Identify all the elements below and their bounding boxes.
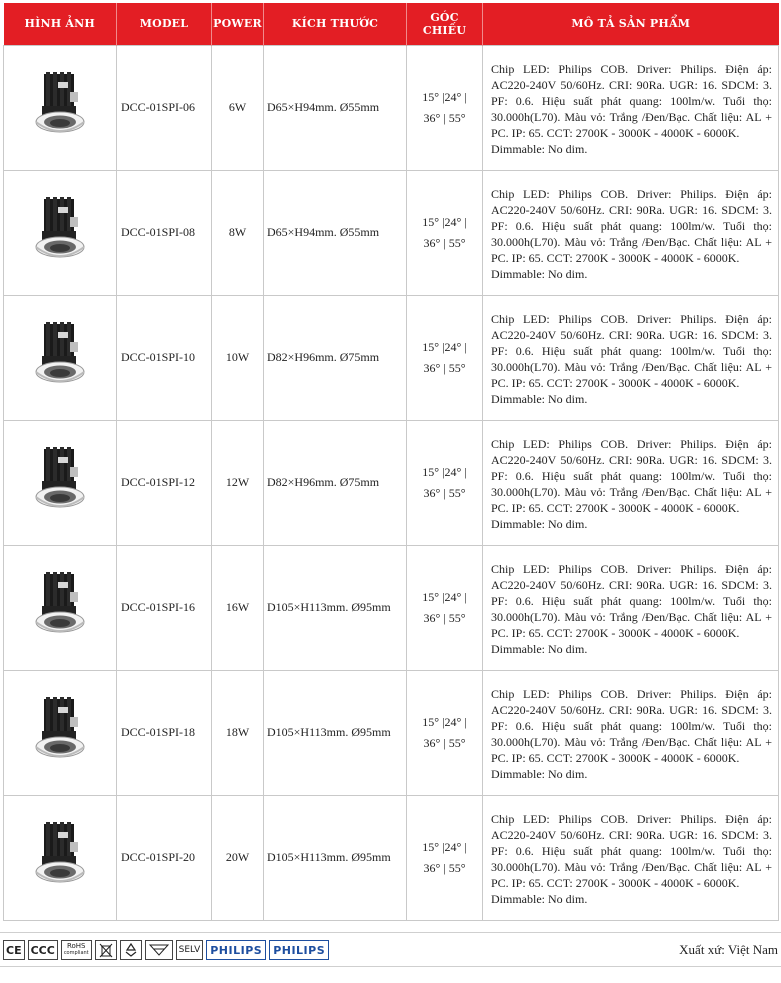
beam-angle-line-1: 15° |24° |: [422, 89, 467, 104]
downlight-product-image: [30, 320, 90, 392]
product-image-cell: [4, 670, 117, 795]
description-text: Chip LED: Philips COB. Driver: Philips. Điện áp: AC220-240V 50/60Hz. CRI: 90Ra. UGR: 16. SDCM: 3. PF: 0.6. Hiệu suất phát quang: 100lm/w. Tuổi thọ: 30.000h(L70). Màu vỏ: Trắng /Đen/Bạc. Chất liệu: AL + PC. IP: 65. CCT: 2700K - 3000K - 4000K - 6000K.: [491, 436, 772, 515]
beam-angle-line-2: 36° | 55°: [423, 360, 466, 375]
beam-angle-cell: [407, 170, 483, 295]
power-cell: 8W: [212, 170, 264, 295]
description-cell: [483, 45, 779, 170]
header-model: MODEL: [117, 3, 212, 45]
power-cell: 20W: [212, 795, 264, 920]
dimmable-text: Dimmable: No dim.: [491, 516, 588, 531]
table-row: [4, 170, 779, 295]
power-cell: 6W: [212, 45, 264, 170]
beam-angle-cell: [407, 45, 483, 170]
size-cell: D105×H113mm. Ø95mm: [264, 795, 407, 920]
dimmable-text: Dimmable: No dim.: [491, 141, 588, 156]
table-row: [4, 295, 779, 420]
model-cell: DCC-01SPI-12: [117, 420, 212, 545]
table-row: [4, 420, 779, 545]
table-row: [4, 45, 779, 170]
beam-angle-cell: [407, 295, 483, 420]
description-cell: [483, 670, 779, 795]
beam-angle-line-1: 15° |24° |: [422, 464, 467, 479]
footer-divider-top: [0, 932, 781, 933]
beam-angle-line-2: 36° | 55°: [423, 860, 466, 875]
downlight-product-image: [30, 695, 90, 767]
description-cell: [483, 295, 779, 420]
rohs-icon: RoHS compliant: [61, 940, 92, 960]
size-cell: D105×H113mm. Ø95mm: [264, 545, 407, 670]
table-row: [4, 670, 779, 795]
beam-angle-line-1: 15° |24° |: [422, 714, 467, 729]
weee-bin-icon: [95, 940, 117, 960]
header-power: POWER: [212, 3, 264, 45]
dimmable-text: Dimmable: No dim.: [491, 891, 588, 906]
size-cell: D65×H94mm. Ø55mm: [264, 170, 407, 295]
model-cell: DCC-01SPI-20: [117, 795, 212, 920]
header-size: KÍCH THƯỚC: [264, 3, 407, 45]
footer-divider-bottom: [0, 966, 781, 967]
product-image-cell: [4, 45, 117, 170]
model-cell: DCC-01SPI-08: [117, 170, 212, 295]
description-cell: [483, 170, 779, 295]
size-cell: D65×H94mm. Ø55mm: [264, 45, 407, 170]
philips-logo-icon-2: PHILIPS: [269, 940, 329, 960]
beam-angle-cell: [407, 545, 483, 670]
gs-mark-icon: [145, 940, 173, 960]
model-cell: DCC-01SPI-10: [117, 295, 212, 420]
beam-angle-line-2: 36° | 55°: [423, 235, 466, 250]
beam-angle-cell: [407, 795, 483, 920]
footer: [3, 937, 778, 963]
beam-angle-line-1: 15° |24° |: [422, 589, 467, 604]
description-text: Chip LED: Philips COB. Driver: Philips. Điện áp: AC220-240V 50/60Hz. CRI: 90Ra. UGR: 16. SDCM: 3. PF: 0.6. Hiệu suất phát quang: 100lm/w. Tuổi thọ: 30.000h(L70). Màu vỏ: Trắng /Đen/Bạc. Chất liệu: AL + PC. IP: 65. CCT: 2700K - 3000K - 4000K - 6000K.: [491, 561, 772, 640]
origin-text: Xuất xứ: Việt Nam: [679, 942, 778, 957]
beam-angle-line-2: 36° | 55°: [423, 485, 466, 500]
model-cell: DCC-01SPI-18: [117, 670, 212, 795]
beam-angle-line-1: 15° |24° |: [422, 339, 467, 354]
certification-logos: [3, 940, 329, 960]
description-text: Chip LED: Philips COB. Driver: Philips. Điện áp: AC220-240V 50/60Hz. CRI: 90Ra. UGR: 16. SDCM: 3. PF: 0.6. Hiệu suất phát quang: 100lm/w. Tuổi thọ: 30.000h(L70). Màu vỏ: Trắng /Đen/Bạc. Chất liệu: AL + PC. IP: 65. CCT: 2700K - 3000K - 4000K - 6000K.: [491, 686, 772, 765]
table-row: [4, 545, 779, 670]
table-row: [4, 795, 779, 920]
ccc-icon: CCC: [28, 940, 58, 960]
product-image-cell: [4, 420, 117, 545]
size-cell: D82×H96mm. Ø75mm: [264, 295, 407, 420]
header-image: HÌNH ẢNH: [4, 3, 117, 45]
description-text: Chip LED: Philips COB. Driver: Philips. Điện áp: AC220-240V 50/60Hz. CRI: 90Ra. UGR: 16. SDCM: 3. PF: 0.6. Hiệu suất phát quang: 100lm/w. Tuổi thọ: 30.000h(L70). Màu vỏ: Trắng /Đen/Bạc. Chất liệu: AL + PC. IP: 65. CCT: 2700K - 3000K - 4000K - 6000K.: [491, 811, 772, 890]
dimmable-text: Dimmable: No dim.: [491, 641, 588, 656]
description-cell: [483, 795, 779, 920]
ce-icon: CE: [3, 940, 25, 960]
description-cell: [483, 545, 779, 670]
power-cell: 12W: [212, 420, 264, 545]
downlight-product-image: [30, 445, 90, 517]
description-text: Chip LED: Philips COB. Driver: Philips. Điện áp: AC220-240V 50/60Hz. CRI: 90Ra. UGR: 16. SDCM: 3. PF: 0.6. Hiệu suất phát quang: 100lm/w. Tuổi thọ: 30.000h(L70). Màu vỏ: Trắng /Đen/Bạc. Chất liệu: AL + PC. IP: 65. CCT: 2700K - 3000K - 4000K - 6000K.: [491, 311, 772, 390]
header-angle: GÓC CHIẾU: [407, 3, 483, 45]
power-cell: 16W: [212, 545, 264, 670]
downlight-product-image: [30, 195, 90, 267]
beam-angle-cell: [407, 420, 483, 545]
beam-angle-line-2: 36° | 55°: [423, 110, 466, 125]
selv-icon: SELV: [176, 940, 204, 960]
philips-logo-icon: PHILIPS: [206, 940, 266, 960]
beam-angle-line-2: 36° | 55°: [423, 735, 466, 750]
downlight-product-image: [30, 70, 90, 142]
beam-angle-cell: [407, 670, 483, 795]
description-cell: [483, 420, 779, 545]
downlight-product-image: [30, 570, 90, 642]
product-spec-table: [3, 3, 779, 921]
power-cell: 10W: [212, 295, 264, 420]
power-cell: 18W: [212, 670, 264, 795]
header-description: MÔ TẢ SẢN PHẨM: [483, 3, 779, 45]
dimmable-text: Dimmable: No dim.: [491, 766, 588, 781]
product-image-cell: [4, 795, 117, 920]
product-image-cell: [4, 295, 117, 420]
beam-angle-line-1: 15° |24° |: [422, 839, 467, 854]
dimmable-text: Dimmable: No dim.: [491, 266, 588, 281]
size-cell: D105×H113mm. Ø95mm: [264, 670, 407, 795]
description-text: Chip LED: Philips COB. Driver: Philips. Điện áp: AC220-240V 50/60Hz. CRI: 90Ra. UGR: 16. SDCM: 3. PF: 0.6. Hiệu suất phát quang: 100lm/w. Tuổi thọ: 30.000h(L70). Màu vỏ: Trắng /Đen/Bạc. Chất liệu: AL + PC. IP: 65. CCT: 2700K - 3000K - 4000K - 6000K.: [491, 186, 772, 265]
size-cell: D82×H96mm. Ø75mm: [264, 420, 407, 545]
table-header-row: [4, 3, 779, 45]
beam-angle-line-2: 36° | 55°: [423, 610, 466, 625]
product-image-cell: [4, 545, 117, 670]
product-image-cell: [4, 170, 117, 295]
recycle-icon: [120, 940, 142, 960]
downlight-product-image: [30, 820, 90, 892]
description-text: Chip LED: Philips COB. Driver: Philips. Điện áp: AC220-240V 50/60Hz. CRI: 90Ra. UGR: 16. SDCM: 3. PF: 0.6. Hiệu suất phát quang: 100lm/w. Tuổi thọ: 30.000h(L70). Màu vỏ: Trắng /Đen/Bạc. Chất liệu: AL + PC. IP: 65. CCT: 2700K - 3000K - 4000K - 6000K.: [491, 61, 772, 140]
model-cell: DCC-01SPI-16: [117, 545, 212, 670]
dimmable-text: Dimmable: No dim.: [491, 391, 588, 406]
model-cell: DCC-01SPI-06: [117, 45, 212, 170]
beam-angle-line-1: 15° |24° |: [422, 214, 467, 229]
